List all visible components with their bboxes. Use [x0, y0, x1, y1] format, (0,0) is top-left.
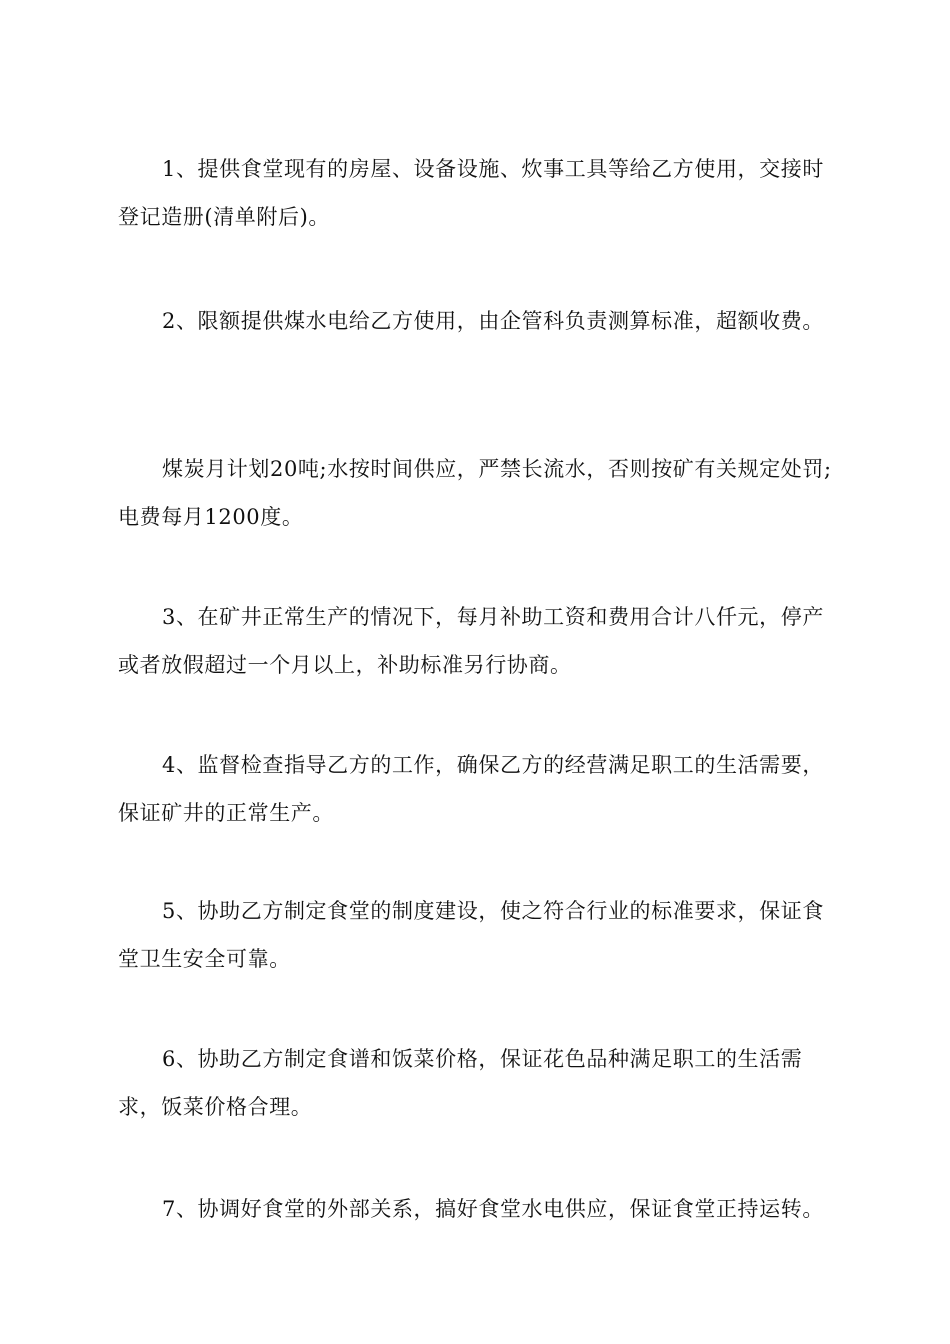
paragraph-item-7: 7、协调好食堂的外部关系，搞好食堂水电供应，保证食堂正持运转。: [162, 1197, 824, 1221]
paragraph-item-6: 6、协助乙方制定食谱和饭菜价格，保证花色品种满足职工的生活需求，饭菜价格合理。: [118, 1047, 803, 1119]
paragraph-item-1: 1、提供食堂现有的房屋、设备设施、炊事工具等给乙方使用，交接时登记造册(清单附后)。: [118, 157, 824, 229]
paragraph-item-4: 4、监督检查指导乙方的工作，确保乙方的经营满足职工的生活需要，保证矿井的正常生产。: [118, 753, 824, 825]
paragraph-coal-water-electricity: 煤炭月计划20吨;水按时间供应，严禁长流水，否则按矿有关规定处罚;电费每月1200度。: [118, 457, 832, 529]
paragraph-item-2: 2、限额提供煤水电给乙方使用，由企管科负责测算标准，超额收费。: [162, 309, 824, 333]
paragraph-item-5: 5、协助乙方制定食堂的制度建设，使之符合行业的标准要求，保证食堂卫生安全可靠。: [118, 899, 824, 971]
paragraph-item-3: 3、在矿井正常生产的情况下，每月补助工资和费用合计八仟元，停产或者放假超过一个月以上，补助标准另行协商。: [118, 605, 824, 677]
